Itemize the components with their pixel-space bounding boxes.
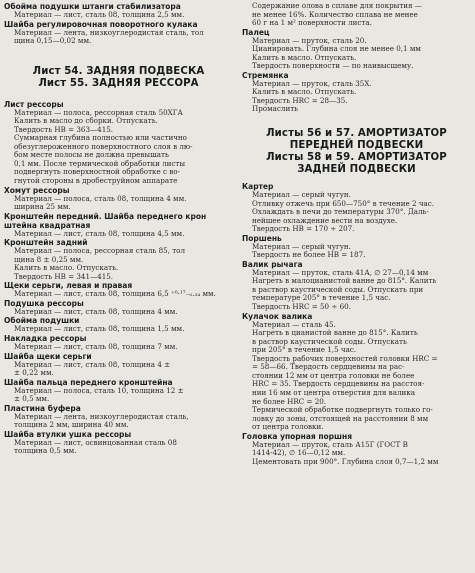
spec-continuation: HRC = 35. Твердость сердцевины на расстоя- — [252, 379, 425, 389]
section-title: ПЕРЕДНЕЙ ПОДВЕСКИ — [289, 140, 424, 152]
spec-line: Твердость не более HB = 187. — [252, 250, 366, 260]
spec-continuation: в раствор каустической соды. Отпускать при — [252, 284, 424, 294]
spec-line: Цементовать при 900°. Глубина слоя 0,7—1,2 мм — [252, 456, 439, 466]
spacer — [242, 114, 471, 128]
spec-continuation: толщина 2 мм, ширина 40 мм. — [14, 420, 129, 430]
spec-line: Калить в масло. Отпускать. — [252, 87, 357, 97]
left-column — [4, 2, 233, 573]
item-heading: Валик рычага — [242, 259, 303, 269]
spec-continuation: нии 16 мм от центра отверстия для валика — [252, 387, 415, 397]
spec-line: Нагреть в малоцианистой ванне до 815°. Калить — [252, 276, 437, 286]
spec-line: Материал — полоса, рессорная сталь 50ХГА — [14, 107, 183, 117]
item-heading: Обойма подушки — [4, 316, 80, 326]
spec-line: Материал — пруток, сталь А15Г (ГОСТ В — [252, 439, 408, 449]
item-heading: Кулачок валика — [242, 311, 313, 321]
item-heading: Накладка рессоры — [4, 334, 87, 344]
spacer — [4, 90, 233, 100]
spec-line: Материал — полоса, сталь 08, толщина 4 мм. — [14, 193, 187, 203]
spec-line: Твердость рабочих поверхностей головки HRC = — [252, 353, 438, 363]
right-column — [242, 2, 471, 573]
spec-line: Калить в масло до сборки. Отпускать. — [14, 116, 158, 126]
spec-line: Отливку отжечь при 650—750° в течение 2 час. — [252, 198, 435, 208]
spec-line: Содержание олова в сплаве для покрытия — — [252, 1, 422, 10]
spec-line: Материал — сталь 45. — [252, 319, 336, 329]
item-heading: Поршень — [242, 233, 282, 243]
spec-line: Твердость HRC = 28—35. — [252, 95, 348, 105]
spec-line: Твердость HB = 341—415. — [14, 271, 114, 281]
spec-line: Материал — пруток, сталь 35Х. — [252, 78, 372, 88]
item-heading: Щеки серьги, левая и правая — [4, 281, 133, 291]
item-heading: Шайба втулки ушка рессоры — [4, 429, 132, 439]
spec-continuation: не более HRC = 20. — [252, 396, 327, 406]
spec-line: Твердость HRC = 50 ÷ 60. — [252, 302, 351, 312]
spec-continuation: бом месте полосы не должна превышать — [14, 150, 169, 160]
spec-continuation: щина 0,15—0,02 мм. — [14, 36, 92, 46]
spec-continuation: ширина 25 мм. — [14, 202, 71, 212]
spec-continuation: = 58—66. Твердость сердцевины на рас- — [252, 362, 405, 372]
item-heading: Палец — [242, 27, 270, 37]
spec-line: Калить в масло. Отпускать. — [252, 52, 357, 62]
spec-line: Материал — лента, низкоуглеродистая сталь, тол — [14, 27, 204, 37]
item-heading: Хомут рессоры — [4, 185, 70, 195]
spec-line: Материал — полоса, рессорная сталь 85, тол — [14, 246, 186, 256]
spec-line: Материал — серый чугун. — [252, 190, 351, 200]
spec-continuation: от центра головки. — [252, 422, 324, 432]
spec-line: Материал — лист, сталь 08, толщина 2,5 мм. — [14, 10, 185, 19]
spec-continuation: 60 г на 1 м² поверхности листа. — [252, 18, 372, 28]
spec-continuation: щина 8 ± 0,25 мм. — [14, 254, 84, 264]
spec-line: Материал — лист, освинцованная сталь 08 — [14, 437, 177, 447]
spec-continuation: стоянии 12 мм от центра головки не более — [252, 370, 415, 380]
spec-line: Материал — полоса, сталь 10, толщина 12 ± — [14, 385, 184, 395]
spec-line: Твердость HB = 170 ÷ 207. — [252, 224, 355, 234]
spec-continuation: 0,1 мм. После термической обработки листы — [14, 158, 186, 168]
spec-continuation: в раствор каустической соды. Отпускать — [252, 336, 407, 346]
spec-continuation: 1414-42), ∅ 16—0,12 мм. — [252, 448, 346, 458]
spec-line: Твердость поверхности — по наивысшему. — [252, 61, 414, 71]
spec-continuation: толщина 0,5 мм. — [14, 446, 77, 456]
item-heading: Головка упорная поршня — [242, 431, 353, 441]
spec-continuation: ± 0,5 мм. — [14, 394, 50, 404]
spec-continuation: ± 0,22 мм. — [14, 368, 54, 378]
spec-continuation: ловку до зоны, отстоящей на расстоянии 8 мм — [252, 413, 429, 423]
section-title: Лист 55. ЗАДНЯЯ РЕССОРА — [38, 77, 199, 89]
item-heading: Кронштейн задний — [4, 238, 88, 248]
spec-line: Суммарная глубина полностью или частично — [14, 133, 187, 143]
spec-line: Калить в масло. Отпускать. — [14, 263, 119, 273]
spec-continuation: нейшее охлаждение вести на воздухе. — [252, 215, 398, 225]
spec-continuation: температуре 205° в течение 1,5 час. — [252, 293, 391, 303]
spec-continuation: гнутой стороны в дробеструйном аппарате — [14, 176, 178, 186]
spacer — [4, 46, 233, 66]
item-heading: Подушка рессоры — [4, 298, 84, 308]
section-title: Листы 56 и 57. АМОРТИЗАТОР — [266, 128, 447, 140]
spec-line: Охлаждать в печи до температуры 370°. Даль- — [252, 207, 429, 217]
spec-line: Материал — пруток, сталь 41А, ∅ 27—0,14 мм — [252, 267, 429, 277]
section-title: ЗАДНЕЙ ПОДВЕСКИ — [297, 164, 416, 176]
spec-line: Материал — лист, сталь 08, толщина 1,5 мм. — [14, 324, 185, 334]
spec-line: Материал — лист, сталь 08, толщина 4 ± — [14, 359, 171, 369]
spec-line: Термической обработке подвергнуть только го- — [252, 405, 433, 415]
item-heading: Стремянка — [242, 70, 289, 80]
item-heading: Кронштейн передний. Шайба переднего крон — [4, 211, 207, 221]
spec-line: Цианировать. Глубина слоя не менее 0,1 мм — [252, 44, 421, 54]
item-heading: штейна квадратная — [4, 220, 91, 230]
spec-continuation: подвергнуть поверхностной обработке с во- — [14, 167, 181, 177]
spec-line: Материал — лист, сталь 08, толщина 4,5 мм. — [14, 228, 185, 238]
spec-line: Нагреть в цианистой ванне до 815°. Калить — [252, 328, 418, 338]
spec-line: Материал — лист, сталь 08, толщина 6,5 ⁺⁰·¹⁷₋₀.₃₄ мм. — [14, 289, 216, 299]
section-title: Листы 58 и 59. АМОРТИЗАТОР — [266, 152, 447, 164]
spec-continuation: обезуглероженного поверхностного слоя в лю- — [14, 141, 193, 151]
item-heading: Шайба пальца переднего кронштейна — [4, 377, 173, 387]
spec-continuation: не менее 16%. Количество сплава не менее — [252, 9, 418, 19]
spec-line: Материал — серый чугун. — [252, 241, 351, 251]
spec-line: Твердость HB = 363—415. — [14, 124, 114, 134]
spec-line: Материал — лента, низкоуглеродистая сталь, — [14, 411, 189, 421]
spec-line: Материал — лист, сталь 08, толщина 7 мм. — [14, 342, 178, 352]
item-heading: Обойма подушки штанги стабилизатора — [4, 2, 181, 11]
spec-line: Материал — пруток, сталь 20. — [252, 35, 367, 45]
item-heading: Картер — [242, 182, 274, 192]
item-heading: Лист рессоры — [4, 99, 64, 109]
item-heading: Шайба щеки серьги — [4, 351, 92, 361]
spec-line: Промаслить — [252, 104, 299, 114]
item-heading: Шайба регулировочная поворотного кулака — [4, 19, 198, 29]
section-title: Лист 54. ЗАДНЯЯ ПОДВЕСКА — [32, 65, 205, 77]
item-heading: Пластина буфера — [4, 403, 81, 413]
spec-line: Материал — лист, сталь 08, толщина 4 мм. — [14, 306, 178, 316]
spec-continuation: при 205° в течение 1,5 час. — [252, 345, 357, 355]
